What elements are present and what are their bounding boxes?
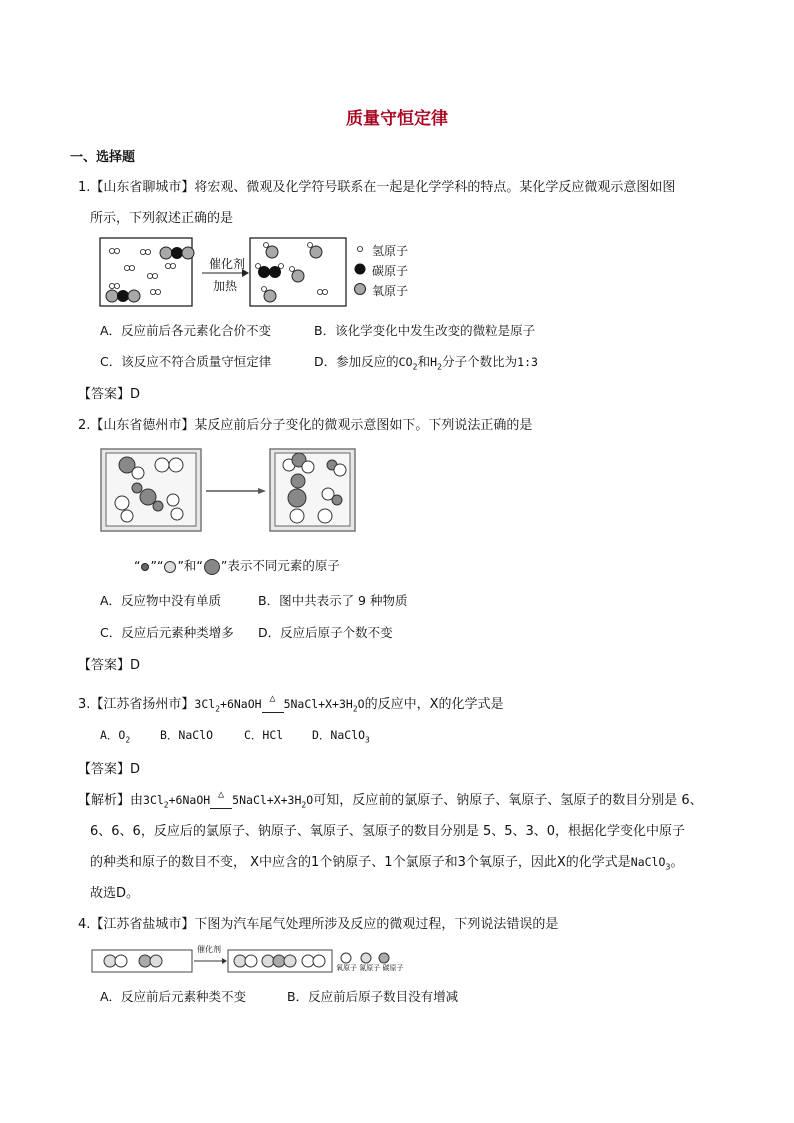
q1-option-b: B．该化学变化中发生改变的微粒是原子 [314, 323, 536, 338]
q3-option-c: C．HCl [244, 728, 284, 742]
q3-line1: 3.【江苏省扬州市】$3Cl_2+6NaOH$ △ $5NaCl+X+3H_2O$的反应中，X的化学式是 [78, 693, 504, 714]
q1-arrow-bottom-label: 加热 [213, 279, 238, 293]
q1-legend-oxygen: 氧原子 [372, 284, 409, 298]
q2-option-d: D．反应后原子个数不变 [258, 625, 393, 640]
q1-option-d: D．参加反应的$CO_2$和$H_2$分子个数比为1:3 [314, 354, 538, 372]
q1-line2: 所示，下列叙述正确的是 [90, 211, 234, 226]
q1-option-a: A．反应前后各元素化合价不变 [100, 323, 272, 338]
q2-reaction-figure [100, 448, 360, 532]
q3-explanation-line3: 的种类和原子的数目不变， X中应含的1个钠原子、1个氯原子和3个氧原子，因此X的化学式是NaClO$_3$。 [90, 855, 684, 872]
q3-option-d: D．NaClO$_3$ [312, 728, 370, 745]
white-atom-icon [163, 560, 177, 574]
q4-option-b: B．反应前后原子数目没有增减 [287, 989, 459, 1004]
q4-option-a: A．反应前后元素种类不变 [100, 989, 247, 1004]
q3-explanation-line2: 6、6、6，反应后的氯原子、钠原子、氧原子、氢原子的数目分别是 5、5、3、0，根据化学变化中原子 [90, 824, 686, 839]
q1-answer: 【答案】D [78, 387, 141, 402]
q1-option-c: C．该反应不符合质量守恒定律 [100, 354, 272, 369]
q2-option-c: C．反应后元素种类增多 [100, 625, 234, 640]
q4-arrow-label: 催化剂 [197, 945, 221, 954]
q2-option-a: A．反应物中没有单质 [100, 593, 222, 608]
q1-legend-carbon: 碳原子 [372, 264, 409, 278]
q3-option-a: A．$O_2$ [100, 728, 131, 745]
q2-legend: “ ”“ ”和“ ”表示不同元素的原子 [134, 556, 340, 576]
q2-line1: 2.【山东省德州市】某反应前后分子变化的微观示意图如下。下列说法正确的是 [78, 418, 533, 433]
large-atom-icon [203, 558, 221, 576]
q4-line1: 4.【江苏省盐城市】下图为汽车尾气处理所涉及反应的微观过程，下列说法错误的是 [78, 917, 559, 932]
page-title: 质量守恒定律 [346, 109, 448, 129]
q1-legend-hydrogen: 氢原子 [372, 244, 409, 258]
q4-legend: 氧原子 氮原子 碳原子 [336, 964, 404, 972]
q3-explanation-line4: 故选D。 [90, 886, 140, 901]
section-heading: 一、选择题 [70, 150, 136, 165]
q2-answer: 【答案】D [78, 658, 141, 673]
q3-explanation-line1: 【解析】由$3Cl_2+6NaOH$ △ $5NaCl+X+3H_2O$可知，反应前的氯原子、钠原子、氧原子、氢原子的数目分别是 6、 [78, 789, 703, 810]
q1-arrow-top-label: 催化剂 [209, 257, 246, 271]
q1-line1: 1.【山东省聊城市】将宏观、微观及化学符号联系在一起是化学学科的特点。某化学反应微观示意图如图 [78, 180, 676, 195]
q2-option-b: B．图中共表示了 9 种物质 [258, 593, 408, 608]
small-atom-icon [140, 562, 150, 572]
q3-option-b: B．NaClO [160, 728, 214, 742]
q3-answer: 【答案】D [78, 762, 141, 777]
